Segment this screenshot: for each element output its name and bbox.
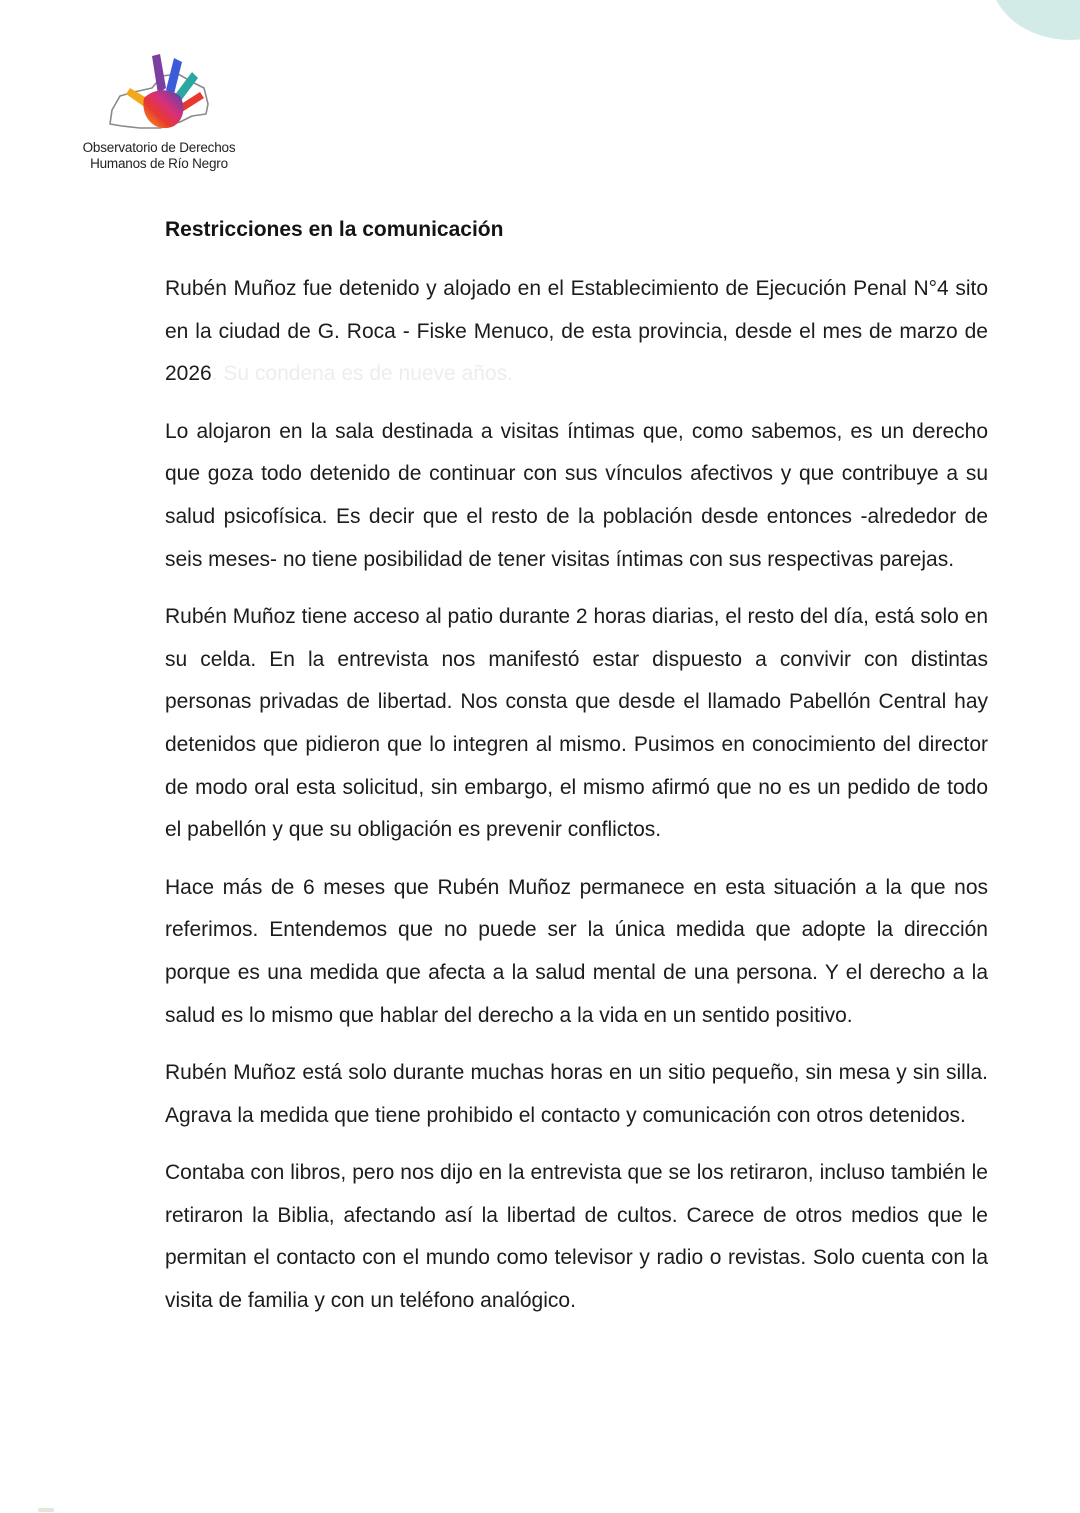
organization-logo bbox=[66, 48, 252, 172]
organization-name-line-2: Humanos de Río Negro bbox=[90, 156, 228, 171]
paragraph-1-faded-text: . Su condena es de nueve años. bbox=[211, 362, 513, 386]
corner-decoration bbox=[990, 0, 1080, 40]
paragraph-1-text: Rubén Muñoz fue detenido y alojado en el Establecimiento de Ejecución Penal N°4 sito en la ciudad de G. Roca - Fiske Menuco, de esta provincia, desde el mes de marzo de 2026 bbox=[165, 277, 988, 386]
paragraph-2: Lo alojaron en la sala destinada a visitas íntimas que, como sabemos, es un derecho que goza todo detenido de continuar con sus vínculos afectivos y que contribuye a su salud psicofísica. Es decir que el resto de la población desde entonces -alrededor de seis meses- no tiene posibilidad de tener visitas íntimas con sus respectivas parejas. bbox=[165, 419, 988, 571]
page-edge-mark bbox=[38, 1508, 54, 1512]
paragraph-6: Contaba con libros, pero nos dijo en la entrevista que se los retiraron, incluso también le retiraron la Biblia, afectando así la libertad de cultos. Carece de otros medios que le permitan el contacto con el mundo como televisor y radio o revistas. Solo cuenta con la visita de familia y con un teléfono analógico. bbox=[165, 1161, 988, 1313]
paragraph-4: Hace más de 6 meses que Rubén Muñoz permanece en esta situación a la que nos referimos. Entendemos que no puede ser la única medida que adopte la dirección porque es una medida que afecta a la salud mental de una persona. Y el derecho a la salud es lo mismo que hablar del derecho a la vida en un sentido positivo. bbox=[165, 875, 988, 1027]
section-heading: Restricciones en la comunicación bbox=[165, 218, 504, 241]
paragraph-3: Rubén Muñoz tiene acceso al patio durante 2 horas diarias, el resto del día, está solo en su celda. En la entrevista nos manifestó estar dispuesto a convivir con distintas personas privadas de libertad. Nos consta que desde el llamado Pabellón Central hay detenidos que pidieron que lo integren al mismo. Pusimos en conocimiento del director de modo oral esta solicitud, sin embargo, el mismo afirmó que no es un pedido de todo el pabellón y que su obligación es prevenir conflictos. bbox=[165, 605, 989, 842]
organization-name-line-1: Observatorio de Derechos bbox=[82, 140, 236, 155]
organization-name bbox=[66, 140, 252, 172]
paragraph-1 bbox=[165, 268, 988, 396]
hand-map-logo-icon bbox=[100, 48, 218, 136]
paragraph-5: Rubén Muñoz está solo durante muchas horas en un sitio pequeño, sin mesa y sin silla. Agrava la medida que tiene prohibido el contacto y comunicación con otros detenidos. bbox=[165, 1061, 988, 1127]
document-body bbox=[165, 214, 988, 1338]
